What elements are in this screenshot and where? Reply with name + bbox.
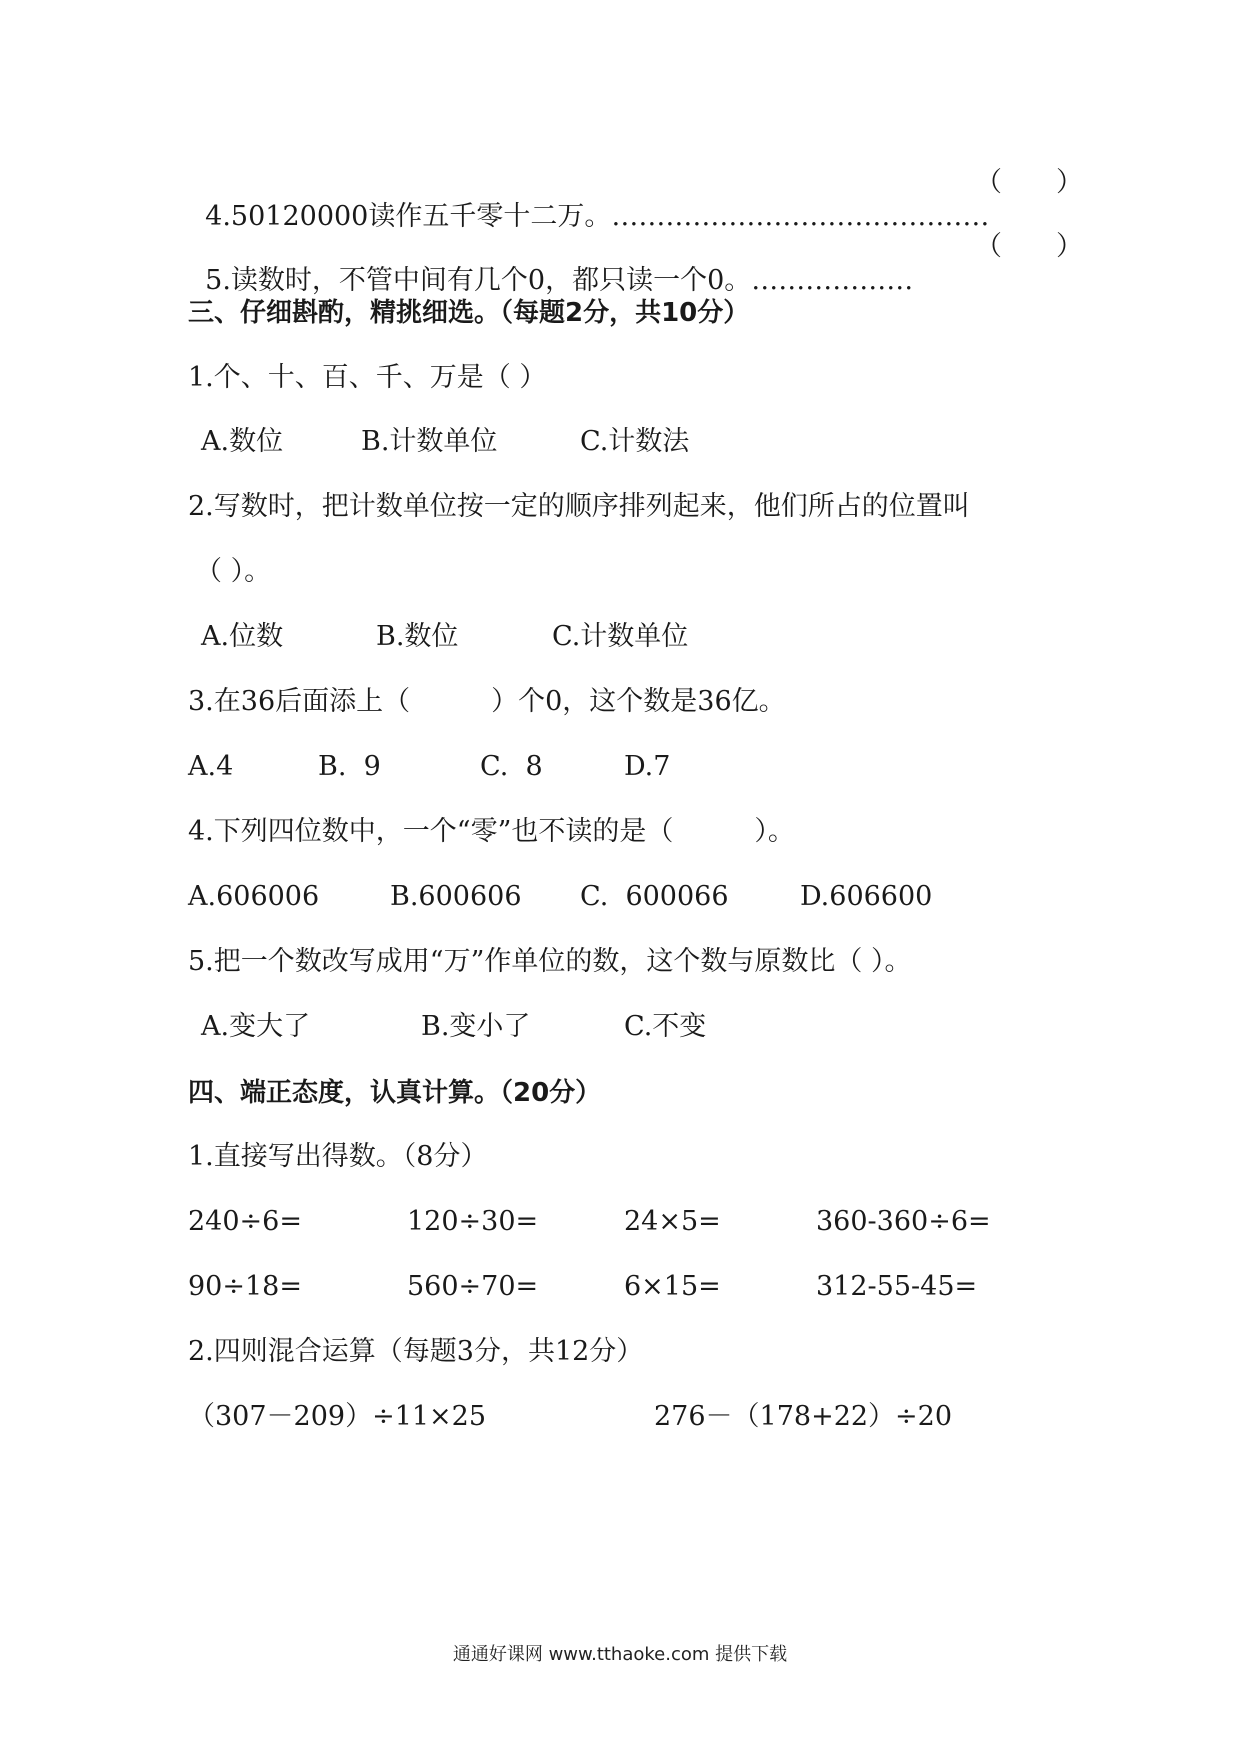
choice-q2-option-a[interactable]: A.位数 <box>201 621 284 652</box>
judge-item-4 <box>188 166 989 234</box>
choice-q1-option-c[interactable]: C.计数法 <box>580 426 690 457</box>
choice-q5-stem: 5.把一个数改写成用“万”作单位的数，这个数与原数比（ ）。 <box>188 946 912 977</box>
calc-item: 90÷18= <box>188 1271 302 1302</box>
answer-blank[interactable]: （ ） <box>975 231 1083 262</box>
choice-q4-option-b[interactable]: B.600606 <box>390 881 522 912</box>
choice-q4-option-d[interactable]: D.606600 <box>800 881 933 912</box>
section-4-title: 四、端正态度，认真计算。（20分） <box>188 1078 602 1108</box>
choice-q2-option-b[interactable]: B.数位 <box>376 621 459 652</box>
footer-credit: 通通好课网 www.tthaoke.com 提供下载 <box>452 1644 788 1665</box>
choice-q5-option-b[interactable]: B.变小了 <box>421 1011 531 1042</box>
calc-item: 360-360÷6= <box>816 1206 991 1237</box>
calc-item: 240÷6= <box>188 1206 302 1237</box>
choice-q4-option-c[interactable]: C. 600066 <box>580 881 729 912</box>
choice-q3-option-c[interactable]: C. 8 <box>480 751 543 782</box>
choice-q1-stem: 1.个、十、百、千、万是（ ） <box>188 362 547 393</box>
answer-blank[interactable]: （ ） <box>975 167 1083 198</box>
choice-q1-option-a[interactable]: A.数位 <box>201 426 284 457</box>
leader-dots: …………………………………… <box>611 201 990 232</box>
calc-item: 312-55-45= <box>816 1271 978 1302</box>
choice-q2-option-c[interactable]: C.计数单位 <box>552 621 689 652</box>
choice-q2-stem: 2.写数时，把计数单位按一定的顺序排列起来，他们所占的位置叫 <box>188 491 970 522</box>
judge-item-5-text: 5.读数时，不管中间有几个0，都只读一个0。 <box>205 265 752 296</box>
calc-item: 560÷70= <box>407 1271 539 1302</box>
judge-item-5 <box>188 230 913 298</box>
calc-item: 6×15= <box>624 1271 721 1302</box>
choice-q3-option-d[interactable]: D.7 <box>624 751 671 782</box>
choice-q2-stem-cont: （ ）。 <box>195 556 272 587</box>
calc-item: 24×5= <box>624 1206 721 1237</box>
choice-q1-option-b[interactable]: B.计数单位 <box>361 426 498 457</box>
choice-q4-stem: 4.下列四位数中，一个“零”也不读的是（ ）。 <box>188 816 795 847</box>
mixed-expression: 276－（178+22）÷20 <box>654 1401 953 1432</box>
calc-part1-title: 1.直接写出得数。（8分） <box>188 1141 488 1172</box>
leader-dots: ……………… <box>751 265 914 296</box>
calc-part2-title: 2.四则混合运算（每题3分，共12分） <box>188 1336 644 1367</box>
section-3-title: 三、仔细斟酌，精挑细选。（每题2分，共10分） <box>188 298 750 328</box>
choice-q3-stem: 3.在36后面添上（ ）个0，这个数是36亿。 <box>188 686 786 717</box>
choice-q5-option-c[interactable]: C.不变 <box>624 1011 707 1042</box>
choice-q4-option-a[interactable]: A.606006 <box>188 881 320 912</box>
choice-q3-option-b[interactable]: B. 9 <box>318 751 381 782</box>
choice-q3-option-a[interactable]: A.4 <box>188 751 234 782</box>
choice-q5-option-a[interactable]: A.变大了 <box>201 1011 311 1042</box>
calc-item: 120÷30= <box>407 1206 539 1237</box>
judge-item-4-text: 4.50120000读作五千零十二万。 <box>205 201 612 232</box>
mixed-expression: （307－209）÷11×25 <box>188 1401 487 1432</box>
